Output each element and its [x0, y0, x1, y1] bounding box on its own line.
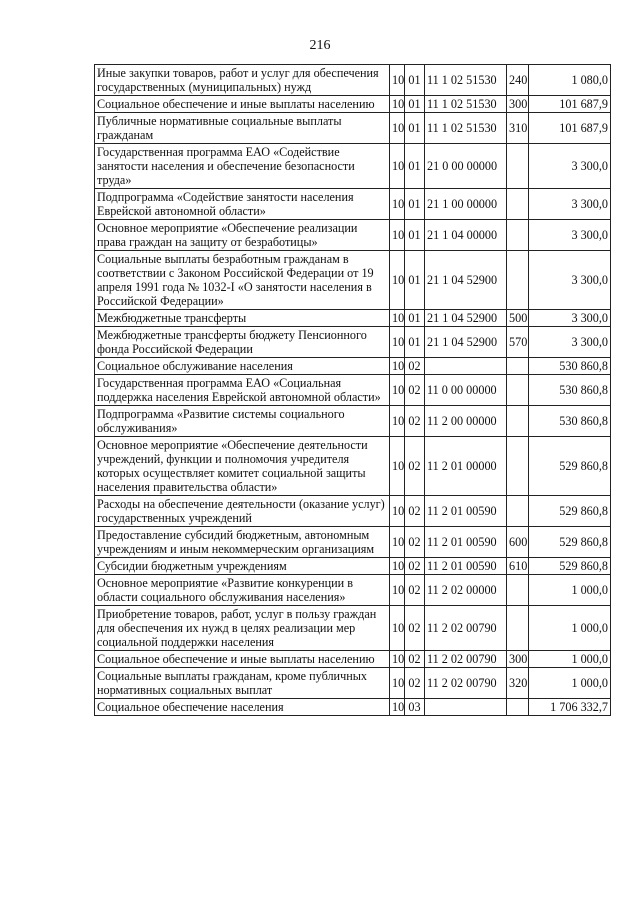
row-subsection: 02 [405, 406, 425, 437]
table-row [95, 220, 611, 251]
row-subsection: 01 [405, 189, 425, 220]
row-subsection: 02 [405, 358, 425, 375]
table-row [95, 358, 611, 375]
row-target-code: 11 2 02 00790 [425, 606, 507, 651]
table-row [95, 496, 611, 527]
row-expense-type: 570 [507, 327, 529, 358]
row-expense-type: 320 [507, 668, 529, 699]
row-amount: 1 706 332,7 [529, 699, 611, 716]
row-name: Иные закупки товаров, работ и услуг для обеспечения государственных (муниципальных) нужд [95, 65, 390, 96]
row-name: Межбюджетные трансферты [95, 310, 390, 327]
row-target-code: 21 1 00 00000 [425, 189, 507, 220]
row-target-code: 11 2 02 00000 [425, 575, 507, 606]
row-section: 10 [390, 668, 405, 699]
row-name: Социальное обеспечение и иные выплаты населению [95, 651, 390, 668]
row-subsection: 02 [405, 575, 425, 606]
row-section: 10 [390, 310, 405, 327]
row-expense-type: 500 [507, 310, 529, 327]
row-target-code: 21 1 04 00000 [425, 220, 507, 251]
budget-table-body [95, 65, 611, 716]
row-expense-type: 240 [507, 65, 529, 96]
row-target-code: 21 1 04 52900 [425, 251, 507, 310]
table-row [95, 575, 611, 606]
row-section: 10 [390, 558, 405, 575]
row-name: Подпрограмма «Развитие системы социального обслуживания» [95, 406, 390, 437]
row-name: Расходы на обеспечение деятельности (оказание услуг) государственных учреждений [95, 496, 390, 527]
row-section: 10 [390, 606, 405, 651]
row-target-code: 21 1 04 52900 [425, 327, 507, 358]
table-row [95, 527, 611, 558]
row-amount: 3 300,0 [529, 220, 611, 251]
row-target-code: 11 1 02 51530 [425, 65, 507, 96]
row-section: 10 [390, 96, 405, 113]
row-expense-type [507, 437, 529, 496]
row-name: Государственная программа ЕАО «Содействие занятости населения и обеспечение безопасности труда» [95, 144, 390, 189]
row-expense-type: 600 [507, 527, 529, 558]
table-row [95, 65, 611, 96]
row-subsection: 01 [405, 310, 425, 327]
row-amount: 1 000,0 [529, 651, 611, 668]
row-target-code: 11 2 02 00790 [425, 668, 507, 699]
row-section: 10 [390, 251, 405, 310]
row-name: Основное мероприятие «Развитие конкуренции в области социального обслуживания населения» [95, 575, 390, 606]
table-row [95, 144, 611, 189]
row-section: 10 [390, 406, 405, 437]
table-row [95, 668, 611, 699]
row-amount: 1 080,0 [529, 65, 611, 96]
table-row [95, 699, 611, 716]
row-subsection: 02 [405, 606, 425, 651]
row-name: Основное мероприятие «Обеспечение деятельности учреждений, функции и полномочия учредителя которых осуществляет комитет социальной защиты населения правительства области» [95, 437, 390, 496]
table-row [95, 251, 611, 310]
table-row [95, 437, 611, 496]
row-amount: 3 300,0 [529, 251, 611, 310]
row-expense-type [507, 575, 529, 606]
row-subsection: 03 [405, 699, 425, 716]
row-subsection: 02 [405, 651, 425, 668]
row-expense-type [507, 375, 529, 406]
row-name: Межбюджетные трансферты бюджету Пенсионного фонда Российской Федерации [95, 327, 390, 358]
row-amount: 3 300,0 [529, 310, 611, 327]
row-amount: 529 860,8 [529, 437, 611, 496]
row-expense-type [507, 220, 529, 251]
row-target-code [425, 358, 507, 375]
row-target-code: 11 2 01 00000 [425, 437, 507, 496]
row-target-code [425, 699, 507, 716]
row-name: Социальное обеспечение и иные выплаты населению [95, 96, 390, 113]
row-section: 10 [390, 220, 405, 251]
row-target-code: 11 2 01 00590 [425, 558, 507, 575]
row-target-code: 11 2 01 00590 [425, 496, 507, 527]
row-expense-type [507, 406, 529, 437]
row-target-code: 11 0 00 00000 [425, 375, 507, 406]
row-amount: 529 860,8 [529, 496, 611, 527]
row-subsection: 01 [405, 251, 425, 310]
table-row [95, 558, 611, 575]
row-amount: 1 000,0 [529, 606, 611, 651]
row-expense-type [507, 189, 529, 220]
row-name: Приобретение товаров, работ, услуг в пользу граждан для обеспечения их нужд в целях реализации мер социальной поддержки населения [95, 606, 390, 651]
row-amount: 3 300,0 [529, 189, 611, 220]
row-section: 10 [390, 527, 405, 558]
budget-table [94, 64, 611, 716]
row-amount: 530 860,8 [529, 406, 611, 437]
row-name: Субсидии бюджетным учреждениям [95, 558, 390, 575]
row-section: 10 [390, 496, 405, 527]
row-subsection: 02 [405, 558, 425, 575]
row-target-code: 21 0 00 00000 [425, 144, 507, 189]
table-row [95, 189, 611, 220]
row-name: Социальные выплаты гражданам, кроме публичных нормативных социальных выплат [95, 668, 390, 699]
row-expense-type: 300 [507, 651, 529, 668]
row-name: Основное мероприятие «Обеспечение реализации права граждан на защиту от безработицы» [95, 220, 390, 251]
row-expense-type [507, 496, 529, 527]
table-row [95, 310, 611, 327]
row-section: 10 [390, 651, 405, 668]
row-name: Государственная программа ЕАО «Социальная поддержка населения Еврейской автономной области» [95, 375, 390, 406]
row-section: 10 [390, 327, 405, 358]
row-expense-type: 300 [507, 96, 529, 113]
row-target-code: 11 1 02 51530 [425, 113, 507, 144]
row-amount: 529 860,8 [529, 558, 611, 575]
table-row [95, 406, 611, 437]
row-amount: 1 000,0 [529, 575, 611, 606]
row-expense-type [507, 699, 529, 716]
row-amount: 101 687,9 [529, 96, 611, 113]
row-subsection: 01 [405, 144, 425, 189]
row-subsection: 02 [405, 437, 425, 496]
row-expense-type [507, 251, 529, 310]
row-amount: 529 860,8 [529, 527, 611, 558]
row-target-code: 11 2 02 00790 [425, 651, 507, 668]
row-subsection: 01 [405, 220, 425, 251]
row-amount: 1 000,0 [529, 668, 611, 699]
row-target-code: 11 2 00 00000 [425, 406, 507, 437]
row-section: 10 [390, 699, 405, 716]
row-expense-type: 310 [507, 113, 529, 144]
row-section: 10 [390, 375, 405, 406]
row-expense-type [507, 144, 529, 189]
row-amount: 530 860,8 [529, 358, 611, 375]
row-expense-type [507, 358, 529, 375]
row-section: 10 [390, 144, 405, 189]
row-name: Подпрограмма «Содействие занятости населения Еврейской автономной области» [95, 189, 390, 220]
row-subsection: 01 [405, 96, 425, 113]
row-name: Предоставление субсидий бюджетным, автономным учреждениям и иным некоммерческим организациям [95, 527, 390, 558]
row-subsection: 02 [405, 496, 425, 527]
row-section: 10 [390, 189, 405, 220]
row-subsection: 01 [405, 327, 425, 358]
row-expense-type [507, 606, 529, 651]
table-row [95, 606, 611, 651]
row-name: Социальные выплаты безработным гражданам в соответствии с Законом Российской Федерации от 19 апреля 1991 года № 1032-I «О занятости населения в Российской Федерации» [95, 251, 390, 310]
row-name: Публичные нормативные социальные выплаты гражданам [95, 113, 390, 144]
row-section: 10 [390, 358, 405, 375]
row-target-code: 21 1 04 52900 [425, 310, 507, 327]
row-subsection: 01 [405, 113, 425, 144]
row-subsection: 02 [405, 375, 425, 406]
row-subsection: 02 [405, 527, 425, 558]
table-row [95, 327, 611, 358]
row-section: 10 [390, 437, 405, 496]
row-name: Социальное обслуживание населения [95, 358, 390, 375]
page-number: 216 [309, 38, 331, 53]
row-expense-type: 610 [507, 558, 529, 575]
row-target-code: 11 2 01 00590 [425, 527, 507, 558]
row-amount: 3 300,0 [529, 327, 611, 358]
table-row [95, 96, 611, 113]
row-subsection: 02 [405, 668, 425, 699]
row-section: 10 [390, 65, 405, 96]
row-name: Социальное обеспечение населения [95, 699, 390, 716]
row-amount: 530 860,8 [529, 375, 611, 406]
row-subsection: 01 [405, 65, 425, 96]
row-section: 10 [390, 113, 405, 144]
row-amount: 101 687,9 [529, 113, 611, 144]
row-target-code: 11 1 02 51530 [425, 96, 507, 113]
row-section: 10 [390, 575, 405, 606]
table-row [95, 651, 611, 668]
row-amount: 3 300,0 [529, 144, 611, 189]
table-row [95, 375, 611, 406]
table-row [95, 113, 611, 144]
